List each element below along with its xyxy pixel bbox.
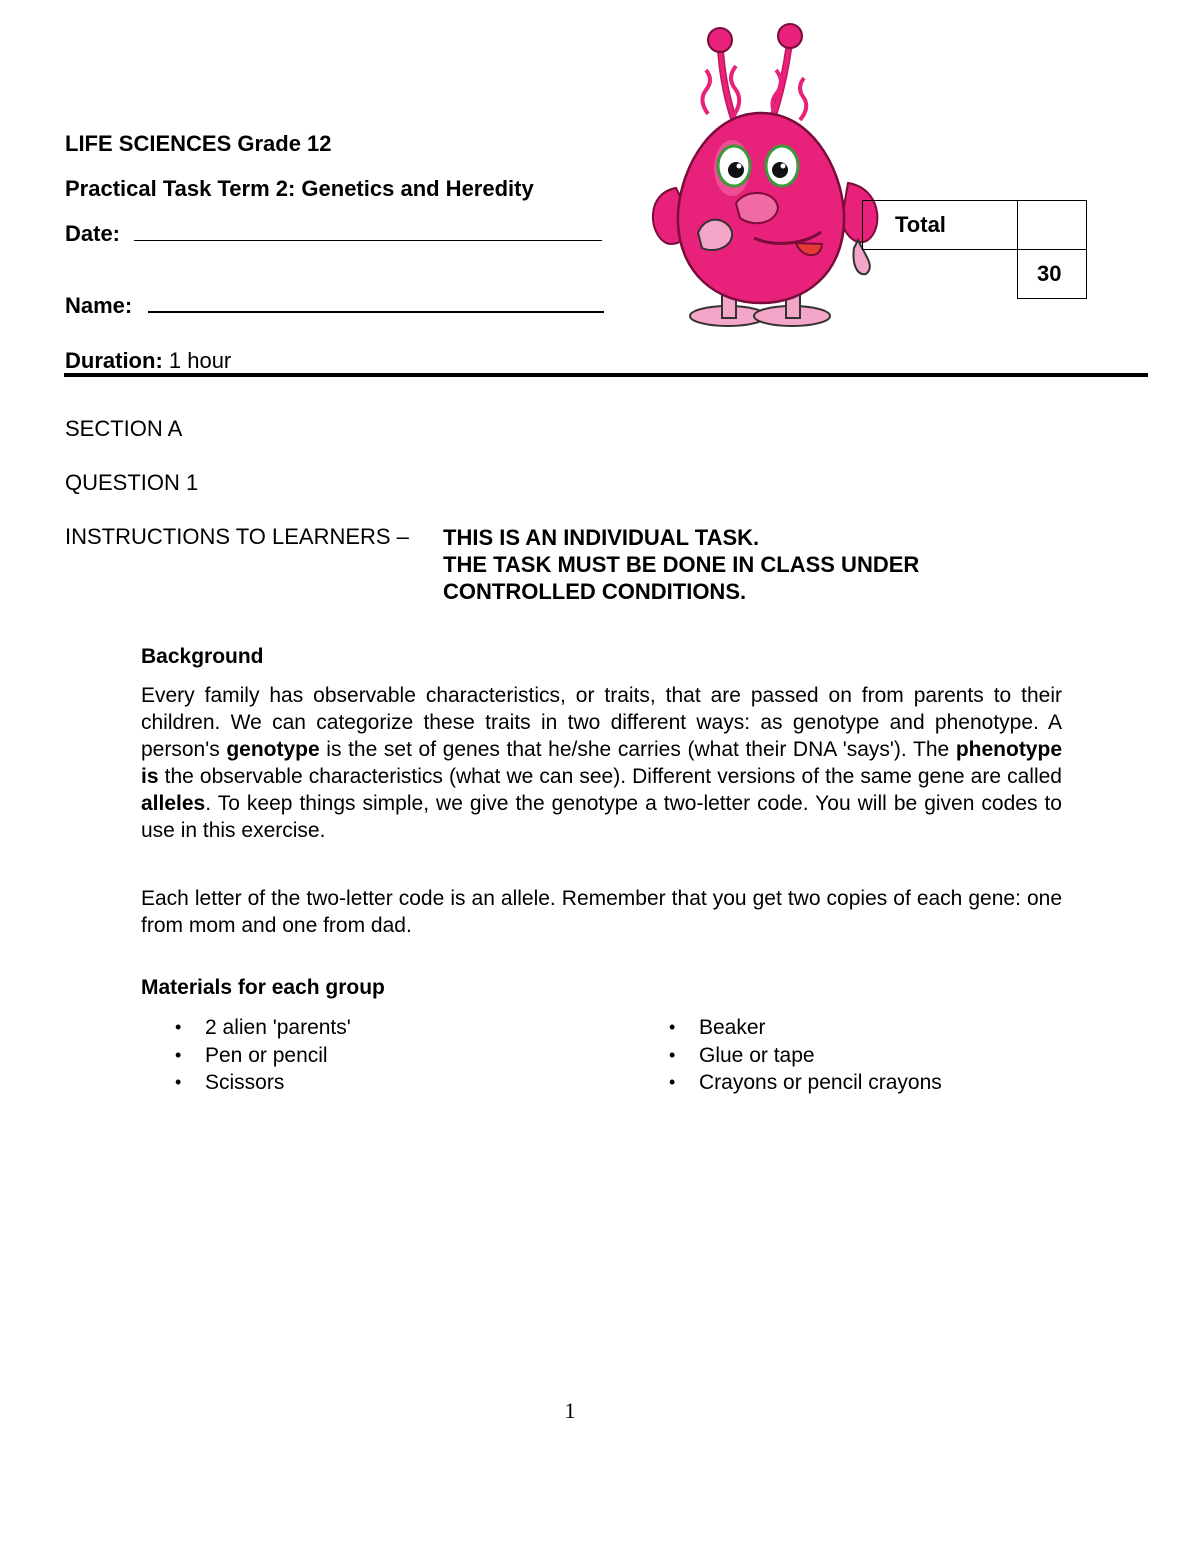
name-row (65, 293, 604, 319)
alien-mascot-illustration (636, 18, 894, 334)
background-paragraph-2: Each letter of the two-letter code is an allele. Remember that you get two copies of each gene: one from mom and one from dad. (141, 887, 1062, 937)
score-spacer-cell (863, 250, 1018, 299)
score-empty-cell[interactable] (1018, 201, 1087, 250)
list-item: • Glue or tape (669, 1042, 942, 1070)
subject-title: LIFE SCIENCES Grade 12 (65, 131, 332, 156)
duration-label: Duration: (65, 348, 163, 373)
question-title: QUESTION 1 (65, 470, 199, 495)
instructions-text: THIS IS AN INDIVIDUAL TASK. THE TASK MUST BE DONE IN CLASS UNDER CONTROLLED CONDITIONS. (443, 525, 920, 604)
date-field-line[interactable] (134, 240, 602, 241)
materials-list-right (669, 1014, 942, 1097)
name-label: Name: (65, 293, 133, 318)
materials-list-left (175, 1014, 351, 1097)
background-heading: Background (141, 645, 264, 668)
list-item: • Crayons or pencil crayons (669, 1069, 942, 1097)
duration-value: 1 hour (162, 348, 232, 373)
task-title: Practical Task Term 2: Genetics and Heredity (65, 176, 534, 201)
score-box (862, 200, 1087, 299)
header-divider (64, 373, 1148, 377)
name-field-line[interactable] (148, 311, 604, 313)
page-number: 1 (564, 1398, 576, 1423)
materials-heading: Materials for each group (141, 976, 385, 999)
date-row (65, 221, 602, 247)
list-item: • Beaker (669, 1014, 942, 1042)
date-label: Date: (65, 221, 121, 246)
score-marks: 30 (1018, 250, 1087, 299)
background-paragraph-1: Every family has observable characteristics, or traits, that are passed on from parents to their children. We can categorize these traits in two different ways: as genotype and phenotype. A person's genotype is the set of genes that he/she carries (what their DNA 'says'). The phenotype is the observable characteristics (what we can see). Different versions of the same gene are called alleles. To keep things simple, we give the genotype a two-letter code. You will be given codes to use in this exercise. (141, 684, 1062, 842)
score-total-label: Total (863, 201, 1018, 250)
list-item: • Pen or pencil (175, 1042, 351, 1070)
section-title: SECTION A (65, 416, 183, 441)
duration-row (65, 348, 231, 374)
list-item: • 2 alien 'parents' (175, 1014, 351, 1042)
list-item: • Scissors (175, 1069, 351, 1097)
instructions-label: INSTRUCTIONS TO LEARNERS – (65, 524, 409, 549)
